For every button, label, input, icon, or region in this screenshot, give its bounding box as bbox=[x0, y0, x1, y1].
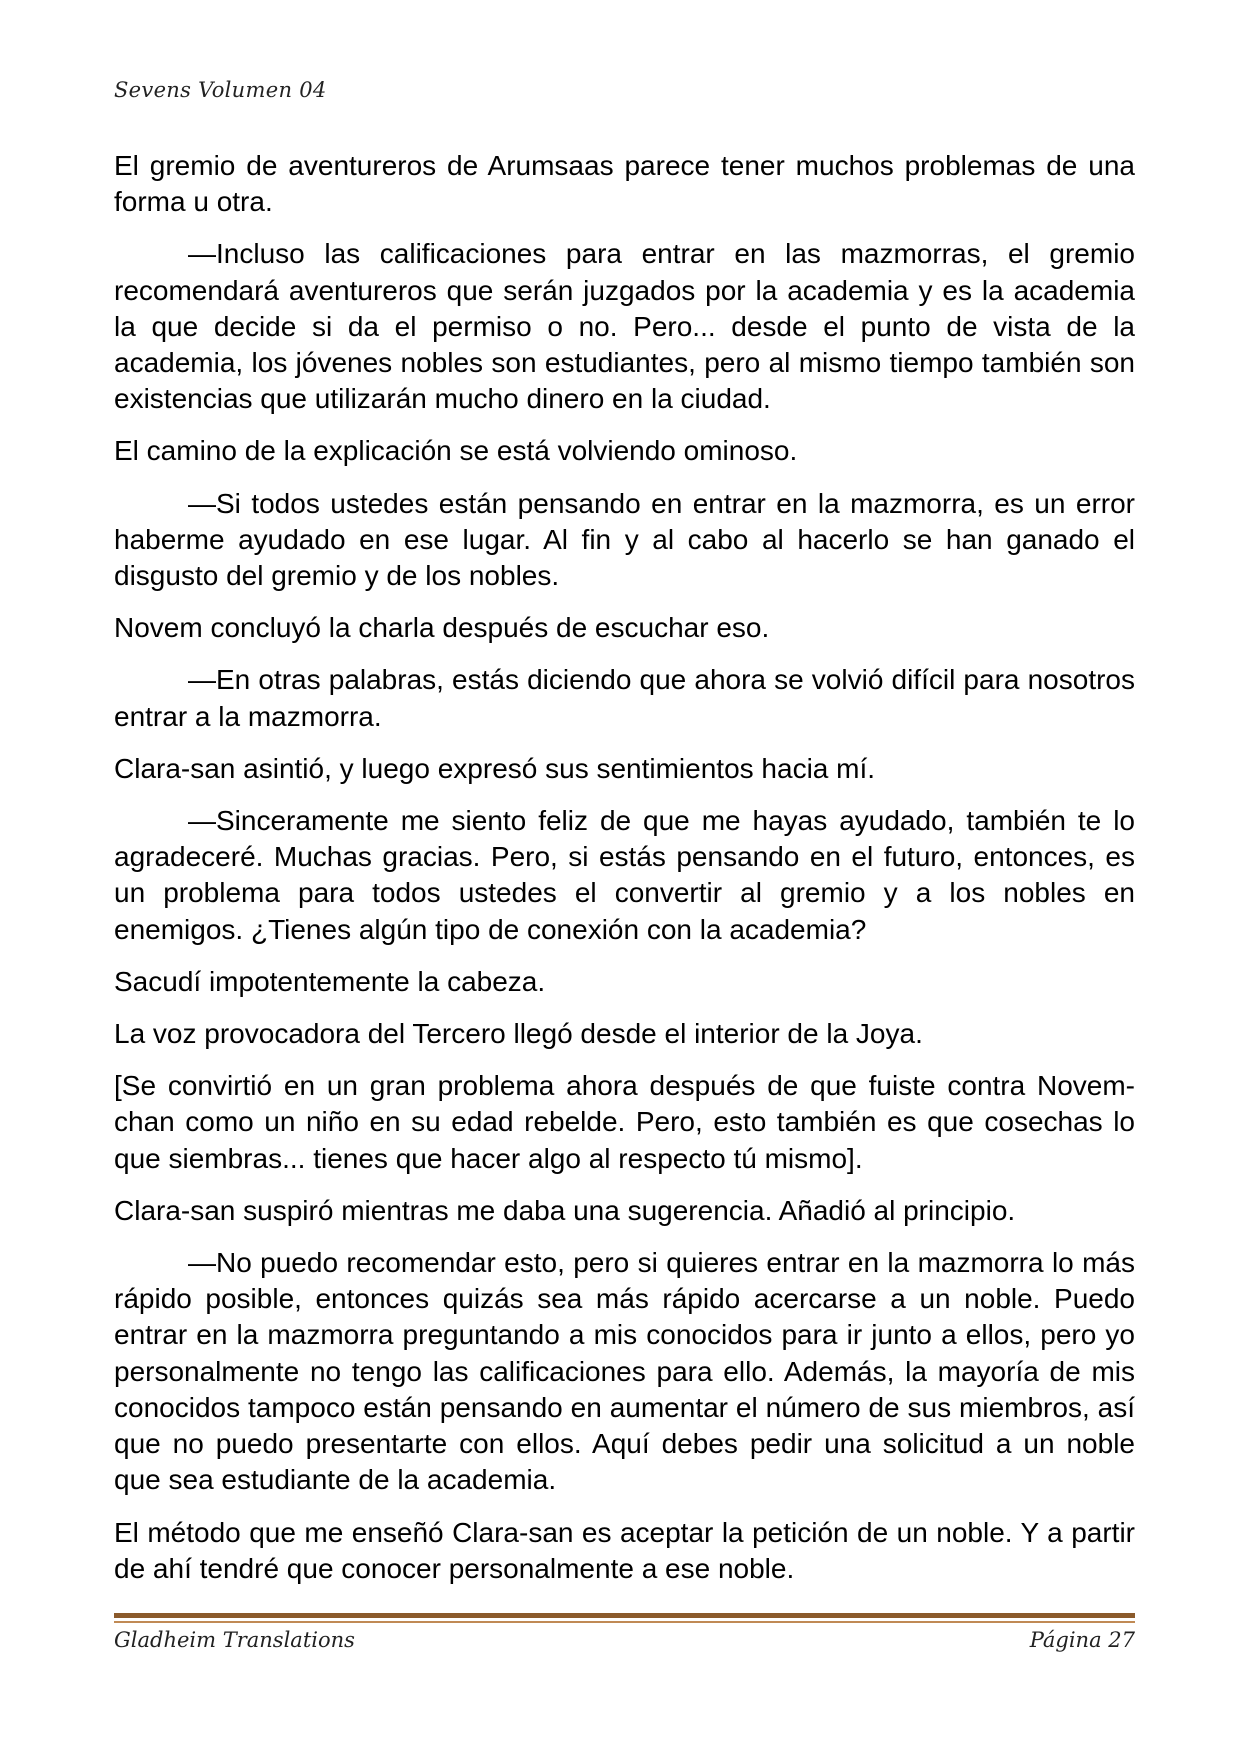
paragraph: La voz provocadora del Tercero llegó desde el interior de la Joya. bbox=[114, 1018, 923, 1050]
dialogue-paragraph: —Incluso las calificaciones para entrar en las mazmorras, el gremio recomendará aventureros que serán juzgados por la academia y es la academia la que decide si da el permiso o no. Pero... desde el punto de vista de la academia, los jóvenes nobles son estudiantes, pero al mismo tiempo también son existencias que utilizarán mucho dinero en la ciudad. bbox=[114, 238, 1135, 415]
paragraph: Clara-san suspiró mientras me daba una sugerencia. Añadió al principio. bbox=[114, 1194, 1016, 1226]
footer-translator: Gladheim Translations bbox=[114, 1628, 355, 1652]
paragraph: El camino de la explicación se está volviendo ominoso. bbox=[114, 435, 798, 467]
dialogue-paragraph: —Si todos ustedes están pensando en entrar en la mazmorra, es un error haberme ayudado en ese lugar. Al fin y al cabo al hacerlo se han ganado el disgusto del gremio y de los nobles. bbox=[114, 487, 1135, 592]
paragraph: Novem concluyó la charla después de escuchar eso. bbox=[114, 612, 770, 644]
paragraph: El método que me enseñó Clara-san es aceptar la petición de un noble. Y a partir de ahí tendré que conocer personalmente a ese noble. bbox=[114, 1516, 1135, 1584]
paragraph: El gremio de aventureros de Arumsaas parece tener muchos problemas de una forma u otra. bbox=[114, 150, 1135, 218]
page-number: Página 27 bbox=[1029, 1628, 1135, 1652]
footer-rule-thin bbox=[114, 1621, 1135, 1623]
running-header: Sevens Volumen 04 bbox=[114, 78, 327, 102]
dialogue-paragraph: —No puedo recomendar esto, pero si quieres entrar en la mazmorra lo más rápido posible, entonces quizás sea más rápido acercarse a un noble. Puedo entrar en la mazmorra preguntando a mis conocidos para ir junto a ellos, pero yo personalmente no tengo las calificaciones para ello. Además, la mayoría de mis conocidos tampoco están pensando en aumentar el número de sus miembros, así que no puedo presentarte con ellos. Aquí debes pedir una solicitud a un noble que sea estudiante de la academia. bbox=[114, 1247, 1135, 1496]
footer-rule-thick bbox=[114, 1613, 1135, 1618]
dialogue-paragraph: —En otras palabras, estás diciendo que ahora se volvió difícil para nosotros entrar a la mazmorra. bbox=[114, 664, 1135, 732]
paragraph: Sacudí impotentemente la cabeza. bbox=[114, 965, 546, 997]
paragraph: Clara-san asintió, y luego expresó sus sentimientos hacia mí. bbox=[114, 752, 876, 784]
paragraph: [Se convirtió en un gran problema ahora después de que fuiste contra Novem-chan como un niño en su edad rebelde. Pero, esto también es que cosechas lo que siembras... tienes que hacer algo al respecto tú mismo]. bbox=[114, 1070, 1135, 1174]
dialogue-paragraph: —Sinceramente me siento feliz de que me hayas ayudado, también te lo agradeceré. Muchas gracias. Pero, si estás pensando en el futuro, entonces, es un problema para todos ustedes el convertir al gremio y a los nobles en enemigos. ¿Tienes algún tipo de conexión con la academia? bbox=[114, 805, 1135, 945]
body-text bbox=[114, 148, 1135, 1603]
